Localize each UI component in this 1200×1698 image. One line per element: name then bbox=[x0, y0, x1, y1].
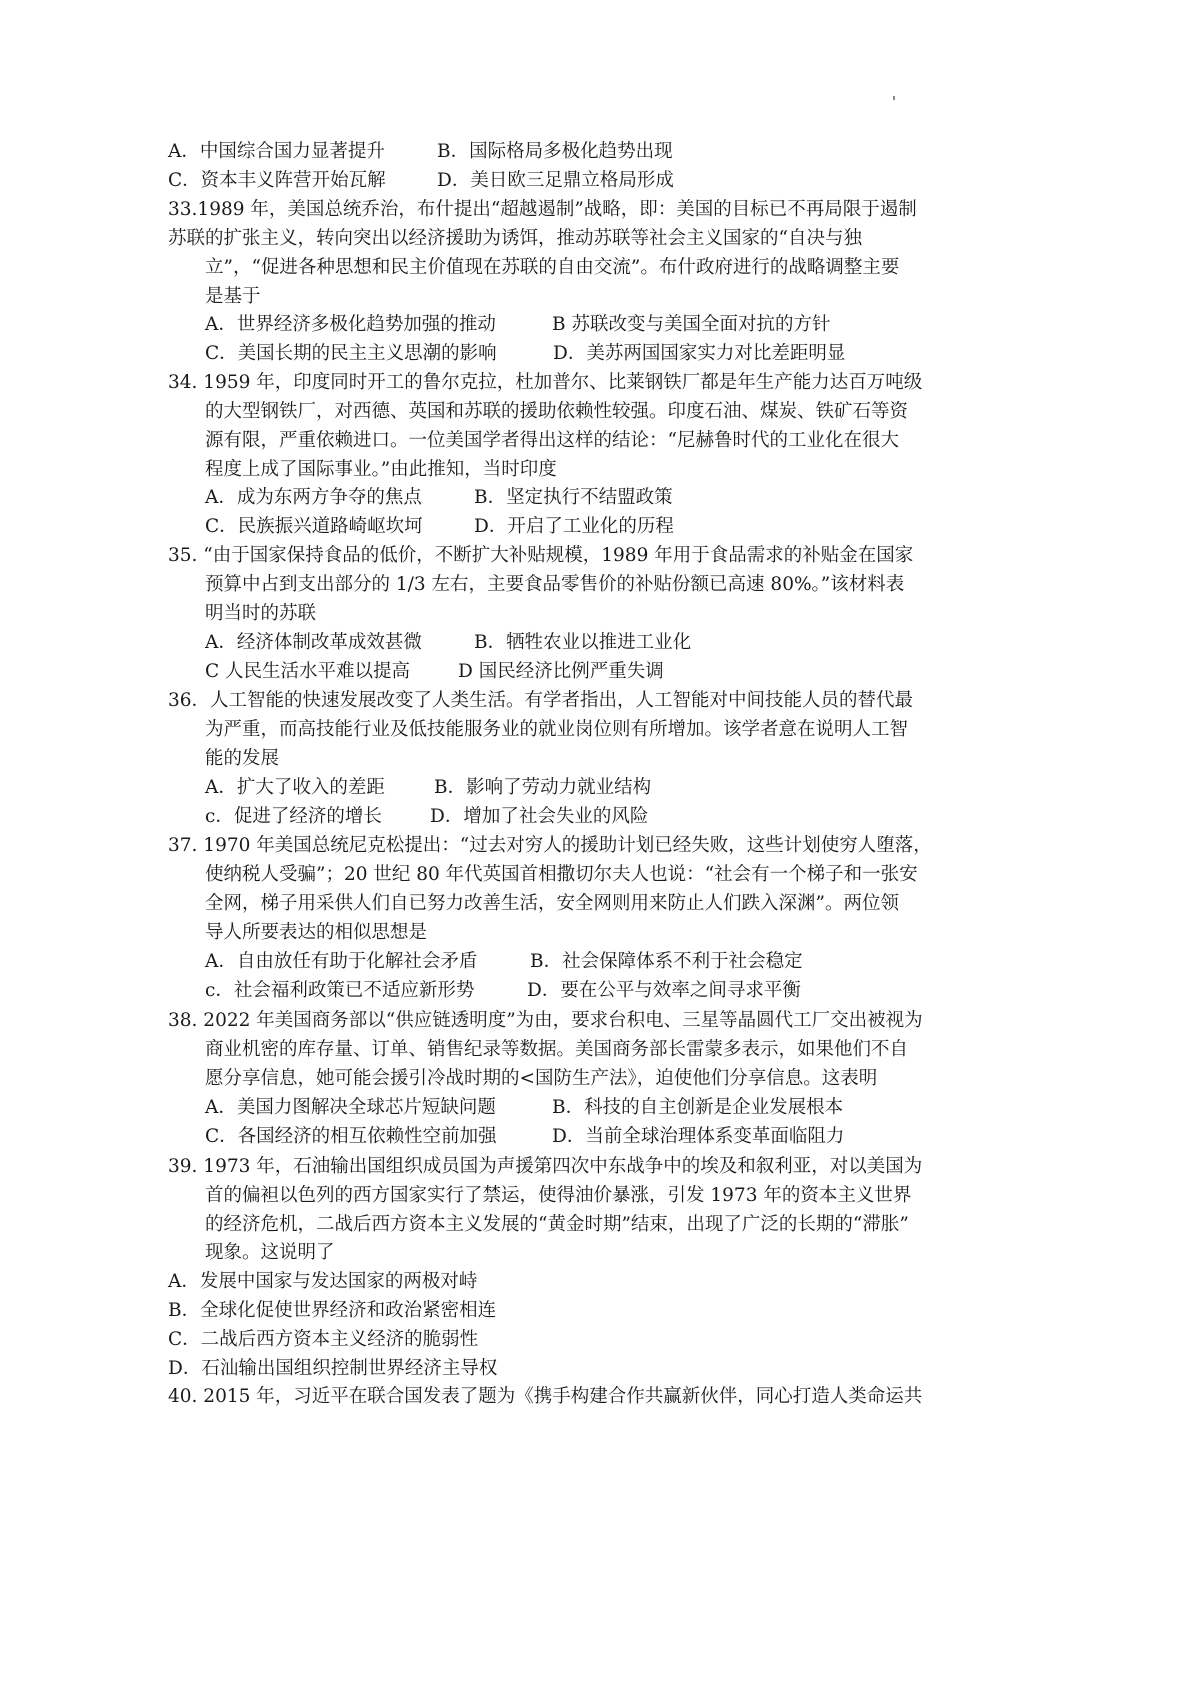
answer-option: C 人民生活水平难以提高 bbox=[205, 661, 411, 682]
answer-option: B．影响了劳动力就业结构 bbox=[434, 777, 652, 798]
question-text: 33.1989 年，美国总统乔治，布什提出“超越遏制”战略，即：美国的目标已不再局限于遏制 bbox=[168, 199, 917, 220]
answer-option: A．发展中国家与发达国家的两极对峙 bbox=[168, 1271, 478, 1292]
answer-option: C．二战后西方资本主义经济的脆弱性 bbox=[168, 1329, 479, 1350]
answer-option: D 国民经济比例严重失调 bbox=[458, 661, 664, 682]
answer-option: B．科技的自主创新是企业发展根本 bbox=[552, 1097, 844, 1118]
answer-option: D．要在公平与效率之间寻求平衡 bbox=[527, 980, 801, 1001]
answer-option: D．美苏两国国家实力对比差距明显 bbox=[553, 343, 846, 364]
question-text: 现象。这说明了 bbox=[205, 1242, 335, 1263]
answer-option: A．成为东两方争夺的焦点 bbox=[205, 487, 422, 508]
question-text: 程度上成了国际事业。”由此推知，当时印度 bbox=[205, 459, 557, 480]
question-text: 40. 2015 年，习近平在联合国发表了题为《携手构建合作共赢新伙伴，同心打造人类命运共 bbox=[168, 1386, 923, 1407]
answer-option: B．国际格局多极化趋势出现 bbox=[437, 141, 673, 162]
question-text: 明当时的苏联 bbox=[205, 603, 317, 624]
answer-option: B．牺牲农业以推进工业化 bbox=[474, 632, 692, 653]
question-text: 为严重，而高技能行业及低技能服务业的就业岗位则有所增加。该学者意在说明人工智 bbox=[205, 719, 909, 740]
question-text: 的经济危机，二战后西方资本主义发展的“黄金时期”结束，出现了广泛的长期的“滞胀” bbox=[205, 1214, 909, 1235]
answer-option: D．石汕输出国组织控制世界经济主导权 bbox=[168, 1358, 498, 1379]
question-text: 源有限，严重依赖进口。一位美国学者得出这样的结论：“尼赫鲁时代的工业化在很大 bbox=[205, 430, 899, 451]
question-text: 35. “由于国家保持食品的低价，不断扩大补贴规模，1989 年用于食品需求的补贴金在国家 bbox=[168, 545, 914, 566]
answer-option: c．促进了经济的增长 bbox=[205, 806, 382, 827]
answer-option: B．社会保障体系不利于社会稳定 bbox=[530, 951, 803, 972]
answer-option: A．扩大了收入的差距 bbox=[205, 777, 385, 798]
question-text: 全网，梯子用采供人们自已努力改善生活，安全网则用来防止人们跌入深渊”。两位领 bbox=[205, 893, 899, 914]
question-text: 立”，“促进各种思想和民主价值现在苏联的自由交流”。布什政府进行的战略调整主要 bbox=[205, 257, 900, 278]
question-text: 的大型钢铁厂，对西德、英国和苏联的援助依赖性较强。印度石油、煤炭、铁矿石等资 bbox=[205, 401, 909, 422]
question-text: 能的发展 bbox=[205, 748, 280, 769]
answer-option: B 苏联改变与美国全面对抗的方针 bbox=[552, 314, 831, 335]
answer-option: C．民族振兴道路崎岖坎坷 bbox=[205, 516, 423, 537]
answer-option: B．坚定执行不结盟政策 bbox=[474, 487, 673, 508]
answer-option: D．开启了工业化的历程 bbox=[474, 516, 674, 537]
question-text: 预算中占到支出部分的 1/3 左右，主要食品零售价的补贴份额已高速 80%。”该材料表 bbox=[205, 574, 905, 595]
answer-option: C．各国经济的相互依赖性空前加强 bbox=[205, 1126, 497, 1147]
question-text: 34. 1959 年，印度同时开工的鲁尔克拉，杜加普尔、比莱钢铁厂都是年生产能力达百万吨级 bbox=[168, 372, 923, 393]
question-text: 苏联的扩张主义，转向突出以经济援助为诱饵，推动苏联等社会主义国家的“自决与独 bbox=[168, 228, 862, 249]
question-text: 商业机密的库存量、订单、销售纪录等数据。美国商务部长雷蒙多表示，如果他们不自 bbox=[205, 1039, 909, 1060]
answer-option: D．当前全球治理体系变革面临阻力 bbox=[552, 1126, 845, 1147]
question-text: 导人所要表达的相似思想是 bbox=[205, 922, 428, 943]
answer-option: C．美国长期的民主主义思潮的影响 bbox=[205, 343, 497, 364]
answer-option: A．美国力图解决全球芯片短缺问题 bbox=[205, 1097, 496, 1118]
answer-option: D．增加了社会失业的风险 bbox=[430, 806, 649, 827]
answer-option: A．世界经济多极化趋势加强的推动 bbox=[205, 314, 496, 335]
question-text: 37. 1970 年美国总统尼克松提出：“过去对穷人的援助计划已经失败，这些计划使穷人堕落， bbox=[168, 835, 932, 856]
question-text: 36．人工智能的快速发展改变了人类生活。有学者指出，人工智能对中间技能人员的替代最 bbox=[168, 690, 914, 711]
page-mark bbox=[893, 96, 895, 100]
question-text: 首的偏袒以色列的西方国家实行了禁运，使得油价暴涨，引发 1973 年的资本主义世界 bbox=[205, 1185, 912, 1206]
answer-option: A．经济体制改革成效甚微 bbox=[205, 632, 422, 653]
question-text: 使纳税人受骗”；20 世纪 80 年代英国首相撒切尔夫人也说：“社会有一个梯子和一张安 bbox=[205, 864, 918, 885]
question-text: 是基于 bbox=[205, 286, 261, 307]
answer-option: c．社会福利政策已不适应新形势 bbox=[205, 980, 475, 1001]
question-text: 38. 2022 年美国商务部以“供应链透明度”为由，要求台积电、三星等晶圆代工厂交出被视为 bbox=[168, 1010, 923, 1031]
question-text: 愿分享信息，她可能会援引冷战时期的<国防生产法》，迫使他们分享信息。这表明 bbox=[205, 1068, 878, 1089]
answer-option: A．自由放任有助于化解社会矛盾 bbox=[205, 951, 478, 972]
answer-option: B．全球化促使世界经济和政治紧密相连 bbox=[168, 1300, 497, 1321]
answer-option: A．中国综合国力显著提升 bbox=[168, 141, 385, 162]
answer-option: D．美日欧三足鼎立格局形成 bbox=[437, 170, 674, 191]
question-text: 39. 1973 年，石油输出国组织成员国为声援第四次中东战争中的埃及和叙利亚，对以美国为 bbox=[168, 1156, 923, 1177]
answer-option: C．资本丰义阵营开始瓦解 bbox=[168, 170, 386, 191]
